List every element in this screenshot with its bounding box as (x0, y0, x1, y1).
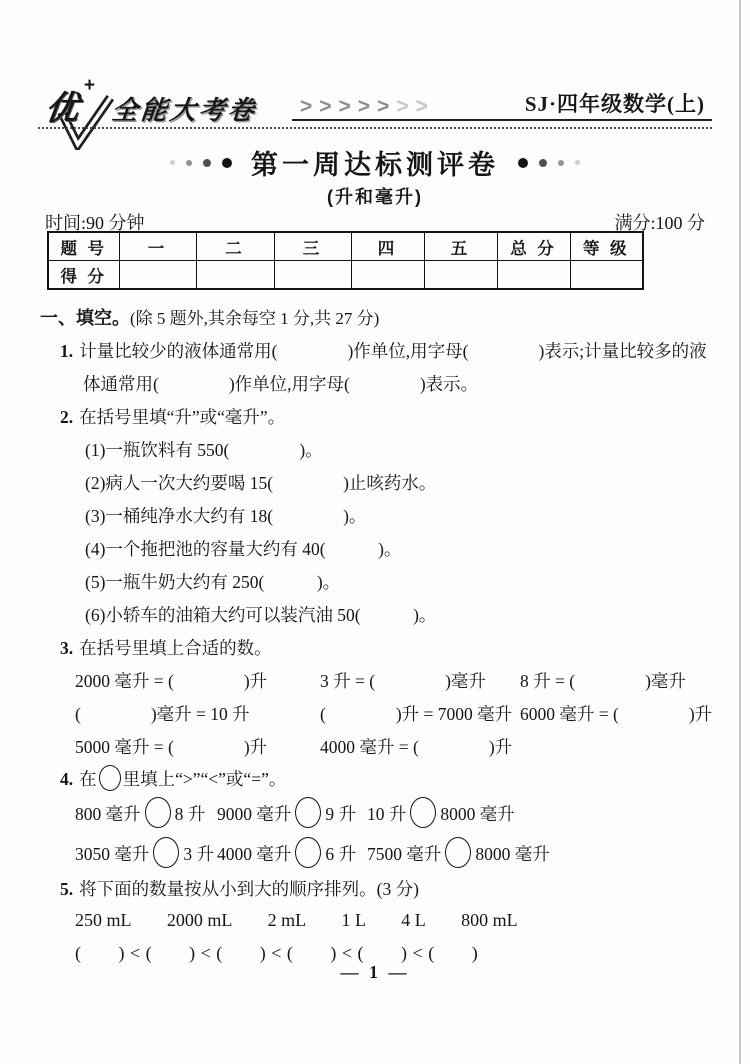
paper-title: 第一周达标测评卷 (251, 150, 499, 180)
comparison-item (217, 794, 367, 834)
score-table-header-row (48, 232, 643, 261)
conversion-blank: 5000 毫升 = ( )升 (75, 737, 268, 757)
sub-question-text: (3)一桶纯净水大约有 18( )。 (85, 506, 367, 526)
conversion-blank: ( )升 = 7000 毫升 (320, 704, 513, 724)
comparison-item (367, 794, 712, 834)
full-score-label: 满分:100 分 (614, 213, 705, 233)
score-row-label: 得 分 (48, 261, 119, 290)
paper-subtitle-row (0, 183, 750, 209)
comparison-right: 8000 毫升 (475, 844, 550, 864)
question-3-title (40, 632, 712, 665)
title-dot (575, 160, 580, 165)
ordering-blanks: ( ) < ( ) < ( ) < ( ) < ( ) < ( ) (75, 943, 479, 963)
chevrons-dark: >>>>> (300, 95, 397, 118)
quantity-list: 250 mL 2000 mL 2 mL 1 L 4 L 800 mL (75, 910, 518, 930)
comparison-left: 4000 毫升 (217, 844, 292, 864)
title-dot (518, 158, 528, 168)
question-2-item (40, 566, 712, 599)
question-text: 里填上“>”“<”或“=”。 (122, 769, 287, 789)
comparison-left: 9000 毫升 (217, 804, 292, 824)
question-5-title (40, 874, 712, 904)
question-text: 在括号里填“升”或“毫升”。 (79, 407, 286, 427)
edition-label: SJ·四年级数学(上) (524, 92, 705, 116)
page-number: — 1 — (340, 962, 410, 982)
comparison-right: 3 升 (183, 844, 214, 864)
question-2-item (40, 533, 712, 566)
section-heading-line (40, 302, 712, 335)
conversion-blank: 6000 毫升 = ( )升 (520, 704, 713, 724)
title-dot (170, 160, 175, 165)
question-text: 计量比较少的液体通常用( )作单位,用字母( )表示;计量比较多的液 (79, 341, 707, 361)
comparison-item (367, 834, 712, 874)
score-table (47, 231, 644, 290)
comparison-right: 8 升 (174, 804, 206, 824)
question-text: 在 (79, 769, 97, 789)
question-5-values (40, 904, 712, 937)
question-2-item (40, 599, 712, 632)
paper-title-row (0, 143, 750, 182)
logo-character: 优 (43, 89, 82, 126)
score-cell-empty (424, 261, 497, 290)
title-dot (539, 159, 547, 167)
comparison-left: 10 升 (367, 804, 407, 824)
section-scoring-note: (除 5 题外,其余每空 1 分,共 27 分) (130, 309, 380, 328)
answer-circle (410, 797, 436, 828)
question-4-row (40, 794, 712, 834)
score-cell-empty (119, 261, 196, 290)
sub-question-text: (6)小轿车的油箱大约可以装汽油 50( )。 (85, 605, 437, 625)
question-3-row (40, 665, 712, 698)
conversion-blank: 2000 毫升 = ( )升 (75, 671, 268, 691)
question-4-row (40, 834, 712, 874)
paper-subtitle: (升和毫升) (327, 187, 423, 207)
question-text: 将下面的数量按从小到大的顺序排列。(3 分) (79, 879, 419, 899)
sub-question-text: (1)一瓶饮料有 550( )。 (85, 440, 323, 460)
conversion-blank: ( )毫升 = 10 升 (75, 704, 250, 724)
question-number: 4. (60, 769, 74, 789)
answer-circle (99, 765, 121, 791)
answer-circle (445, 837, 471, 868)
score-cell-empty (570, 261, 643, 290)
comparison-left: 7500 毫升 (367, 844, 442, 864)
score-col-header: 一 (119, 232, 196, 261)
question-2-item (40, 467, 712, 500)
comparison-item (75, 834, 217, 874)
answer-circle (145, 797, 171, 828)
question-number: 5. (60, 879, 74, 899)
question-2-title (40, 401, 712, 434)
question-3-row (40, 731, 712, 764)
question-number: 2. (60, 407, 74, 427)
conversion-blank: 4000 毫升 = ( )升 (320, 737, 513, 757)
title-dot (186, 160, 192, 166)
comparison-item (217, 834, 367, 874)
series-title: 全能大考卷 (110, 95, 259, 125)
score-cell-empty (351, 261, 424, 290)
comparison-left: 800 毫升 (75, 804, 141, 824)
question-text: 体通常用( )作单位,用字母( )表示。 (83, 374, 479, 394)
comparison-right: 9 升 (325, 804, 356, 824)
title-dot (203, 159, 211, 167)
header-dotted-rule (38, 127, 712, 129)
answer-circle (295, 797, 321, 828)
score-col-header: 四 (351, 232, 424, 261)
question-4-title (40, 764, 712, 794)
question-2-item (40, 500, 712, 533)
title-dot (222, 158, 232, 168)
answer-circle (153, 837, 179, 868)
answer-circle (295, 837, 321, 868)
comparison-right: 8000 毫升 (440, 804, 515, 824)
question-1-line-1 (40, 335, 712, 368)
chevrons-decoration (300, 95, 435, 119)
score-table-score-row (48, 261, 643, 290)
score-col-header: 等 级 (570, 232, 643, 261)
score-col-header: 总 分 (497, 232, 570, 261)
question-3-row (40, 698, 712, 731)
conversion-blank: 3 升 = ( )毫升 (320, 671, 486, 691)
score-col-header: 题 号 (48, 232, 119, 261)
time-limit-label: 时间:90 分钟 (45, 213, 145, 233)
section-heading: 一、填空。 (40, 308, 130, 328)
title-dot (558, 160, 564, 166)
question-text: 在括号里填上合适的数。 (79, 638, 272, 658)
header-solid-rule (292, 119, 712, 121)
conversion-blank: 8 升 = ( )毫升 (520, 671, 686, 691)
score-cell-empty (274, 261, 351, 290)
question-1-line-2 (40, 368, 712, 401)
score-col-header: 三 (274, 232, 351, 261)
question-number: 1. (60, 341, 74, 361)
score-cell-empty (196, 261, 274, 290)
question-number: 3. (60, 638, 74, 658)
comparison-item (75, 794, 217, 834)
question-2-item (40, 434, 712, 467)
score-col-header: 五 (424, 232, 497, 261)
score-cell-empty (497, 261, 570, 290)
comparison-right: 6 升 (325, 844, 356, 864)
conversion-blank (520, 731, 712, 764)
comparison-left: 3050 毫升 (75, 844, 150, 864)
sub-question-text: (5)一瓶牛奶大约有 250( )。 (85, 572, 341, 592)
sub-question-text: (4)一个拖把池的容量大约有 40( )。 (85, 539, 402, 559)
sub-question-text: (2)病人一次大约要喝 15( )止咳药水。 (85, 473, 437, 493)
section-one (40, 302, 712, 970)
logo-plus-mark: + (84, 75, 96, 96)
chevrons-light: >> (396, 95, 435, 118)
score-col-header: 二 (196, 232, 274, 261)
